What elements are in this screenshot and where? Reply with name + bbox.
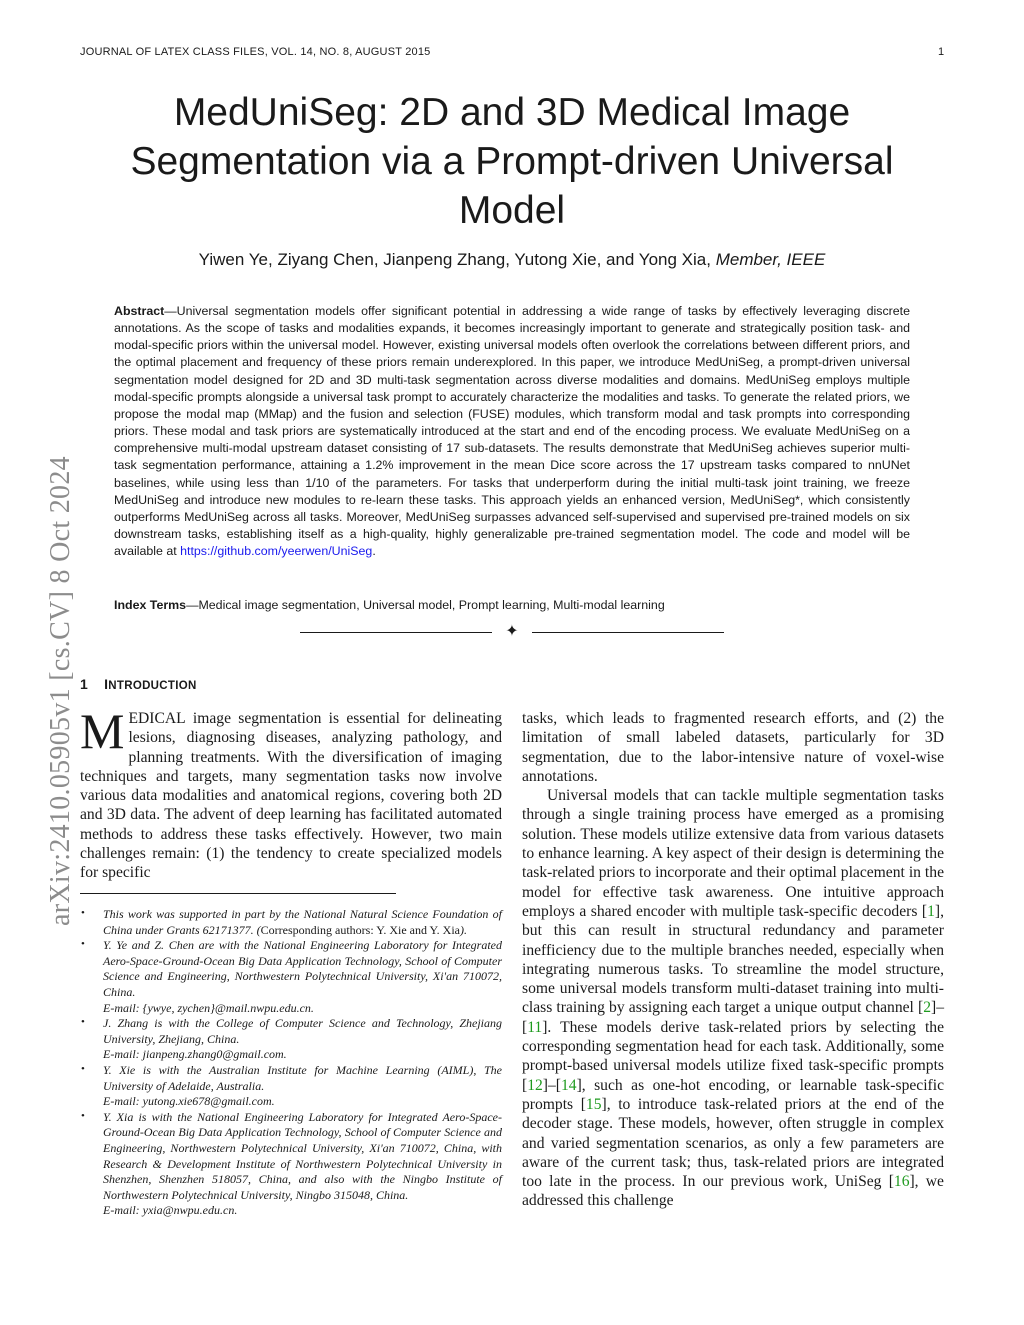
intro-paragraph-3: Universal models that can tackle multiple segmentation tasks through a single training process have emerged as a promising solution. These models utilize extensive data from various datasets to enhance learning. A key aspect of their design is determining the task-related priors to incorporate and their optimal placement in the model for effective task awareness. One intuitive approach employs a shared encoder with multiple task-specific decoders [1], but this can result in structural redundancy and parameter inefficiency due to the multiple branches needed, especially when integrating numerous tasks. To streamline the model structure, some universal models transform multi-dataset training into multi-class training by assigning each target a unique output channel [2]–[11]. These models derive task-related priors by selecting the corresponding segmentation head for each task. Additionally, some prompt-based universal models utilize fixed task-specific prompts [12]–[14], such as one-hot encoding, or learnable task-specific prompts [15], to introduce task-related priors at the end of the decoder stage. These models, however, often struggle in complex and varied segmentation scenarios, as only a few parameters are aware of the current task; thus, task-related priors are integrated too late in the process. In our previous work, UniSeg [16], we addressed this challenge: [522, 787, 944, 1210]
citation-16[interactable]: 16: [893, 1173, 910, 1191]
section-title-rest: NTRODUCTION: [108, 680, 197, 692]
intro-right-column: [522, 709, 944, 1211]
arxiv-stamp-text: arXiv:2410.05905v1 [cs.CV] 8 Oct 2024: [45, 456, 76, 926]
abstract: [114, 303, 910, 560]
author-membership: Member, IEEE: [715, 250, 826, 269]
footnotes: [80, 907, 502, 1219]
title-line-1: MedUniSeg: 2D and 3D Medical Image: [173, 91, 851, 134]
title-line-3: Model: [458, 189, 566, 232]
abstract-end: .: [372, 544, 376, 559]
section-initial: I: [104, 676, 109, 692]
citation-1[interactable]: 1: [927, 902, 935, 920]
index-terms: [114, 598, 910, 612]
citation-12[interactable]: 12: [527, 1076, 543, 1094]
author-names: Yiwen Ye, Ziyang Chen, Jianpeng Zhang, Yutong Xie, and Yong Xia,: [198, 250, 711, 269]
abstract-label: Abstract: [114, 304, 165, 318]
section-divider: [300, 622, 724, 642]
bullet-icon: •: [81, 907, 85, 919]
citation-14[interactable]: 14: [560, 1076, 577, 1094]
citation-2[interactable]: 2: [923, 999, 931, 1017]
footnote-affiliation-zhang: • J. Zhang is with the College of Computer Science and Technology, Zhejiang University, Zhejiang, China. E-mail: jianpeng.zhang0@gmail.com.: [81, 1016, 502, 1062]
bullet-icon: •: [81, 1062, 85, 1075]
bullet-icon: •: [81, 1016, 85, 1029]
abstract-text: —Universal segmentation models offer significant potential in addressing a wide range of tasks by effectively leveraging discrete annotations. As the scope of tasks and modalities expands, it becomes increasingly important to generate and strategically position task- and modal-specific priors within the universal model. However, existing universal models often overlook the correlations between different priors, and the optimal placement and frequency of these priors remain underexplored. In this paper, we introduce MedUniSeg, a prompt-driven universal segmentation model designed for 2D and 3D multi-task segmentation across diverse modalities and domains. MedUniSeg employs multiple modal-specific prompts alongside a universal task prompt to accurately characterize the modalities and tasks. To generate the related priors, we propose the modal map (MMap) and the fusion and selection (FUSE) modules, which transform modal and task prompts into corresponding priors. These modal and task priors are systematically introduced at the start and end of the encoding process. We evaluate MedUniSeg on a comprehensive multi-modal upstream dataset consisting of 17 sub-datasets. The results demonstrate that MedUniSeg achieves superior multi-task segmentation performance, attaining a 1.2% improvement in the mean Dice score across the 17 upstream tasks compared to nnUNet baselines, while using less than 1/10 of the parameters. For tasks that underperform during the initial multi-task joint training, we freeze MedUniSeg and introduce new modules to re-learn these tasks. This approach yields an enhanced version, MedUniSeg*, which consistently outperforms MedUniSeg across all tasks. Moreover, MedUniSeg surpasses advanced self-supervised and supervised pre-trained models on six downstream tasks, establishing itself as a high-quality, highly generalizable pre-trained segmentation model. The code and model will be available at: [114, 304, 910, 559]
bullet-icon: •: [81, 938, 85, 951]
running-header: JOURNAL OF LATEX CLASS FILES, VOL. 14, NO. 8, AUGUST 2015: [80, 46, 431, 58]
intro-left-column: [80, 703, 502, 883]
bullet-icon: •: [81, 1109, 85, 1122]
index-terms-text: —Medical image segmentation, Universal model, Prompt learning, Multi-modal learning: [186, 598, 665, 612]
section-heading: [80, 676, 197, 692]
divider-rule-left: [300, 632, 492, 633]
page-number: 1: [938, 46, 945, 58]
footnote-affiliation-xia: • Y. Xia is with the National Engineering Laboratory for Integrated Aero-Space-Ground-Ocean Big Data Application Technology, School of Computer Science and Engineering, Northwestern Polytechnical University, Xi'an 710072, China, with Research & Development Institute of Northwestern Polytechnical University in Shenzhen, Shenzhen 518057, China, and also with the Ningbo Institute of Northwestern Polytechnical University, Ningbo 315048, China. E-mail: yxia@nwpu.edu.cn.: [81, 1109, 502, 1218]
citation-11[interactable]: 11: [527, 1018, 543, 1036]
divider-diamond-icon: ✦: [505, 623, 519, 640]
intro-paragraph-1-text: image segmentation is essential for delineating lesions, diagnosing diseases, analyzing pathology, and planning treatments. With the diversification of imaging techniques and targets, many segmentation tasks now involve various data modalities and anatomical regions, covering both 2D and 3D data. The advent of deep learning has facilitated automated methods to address these tasks effectively. However, two main challenges remain: (1) the tendency to create specialized models for specific: [80, 710, 502, 882]
paper-title: [100, 88, 924, 235]
intro-smallcaps: EDICAL: [128, 710, 186, 727]
footnote-funding: • This work was supported in part by the National Natural Science Foundation of China under Grants 62171377. (Corresponding authors: Y. Xie and Y. Xia).: [81, 907, 502, 937]
index-terms-label: Index Terms: [114, 598, 187, 612]
intro-paragraph-2: tasks, which leads to fragmented research efforts, and (2) the limitation of small labeled datasets, particularly for 3D segmentation, due to the labor-intensive nature of voxel-wise annotations.: [522, 710, 944, 785]
footnote-rule: [80, 893, 396, 894]
footnote-affiliation-ye-chen: • Y. Ye and Z. Chen are with the National Engineering Laboratory for Integrated Aero-Space-Ground-Ocean Big Data Application Technology, School of Computer Science and Engineering, Northwestern Polytechnical University, Xi'an 710072, China. E-mail: {ywye, zychen}@mail.nwpu.edu.cn.: [81, 938, 502, 1015]
divider-rule-right: [532, 632, 724, 633]
citation-15[interactable]: 15: [585, 1095, 602, 1113]
author-list: [80, 250, 944, 270]
intro-paragraph-1: [80, 703, 502, 883]
code-link[interactable]: https://github.com/yeerwen/UniSeg: [180, 544, 373, 559]
title-line-2: Segmentation via a Prompt-driven Universal: [130, 140, 894, 183]
drop-cap: M: [80, 703, 125, 759]
footnote-affiliation-xie: • Y. Xie is with the Australian Institute for Machine Learning (AIML), The University of Adelaide, Australia. E-mail: yutong.xie678@gmail.com.: [81, 1062, 502, 1109]
section-number: 1: [80, 676, 89, 692]
